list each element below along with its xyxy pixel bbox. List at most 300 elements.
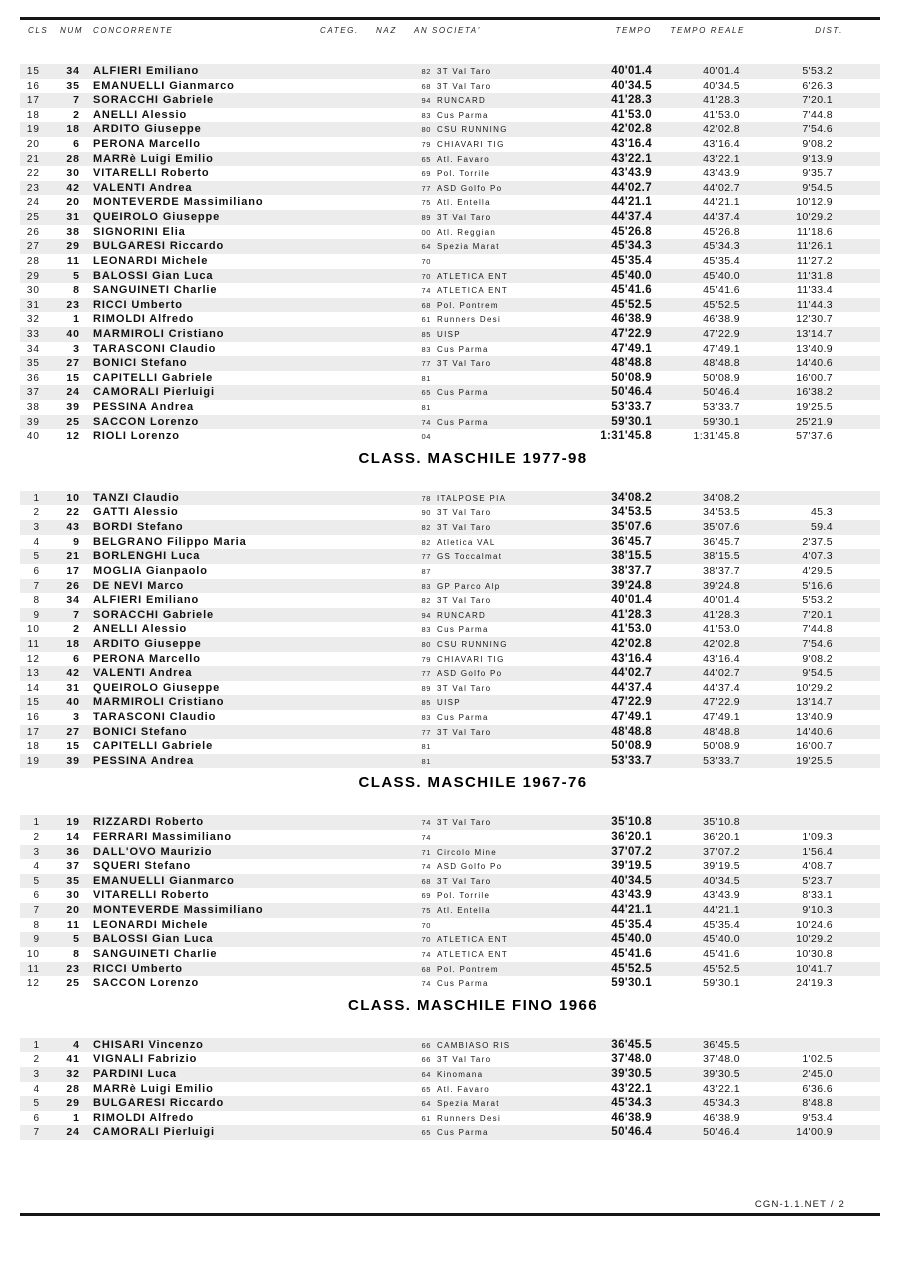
cell-cls: 12 bbox=[26, 978, 40, 990]
cell-dist: 9'08.2 bbox=[802, 138, 833, 151]
cell-dist: 10'30.8 bbox=[796, 947, 833, 960]
cell-cls: 18 bbox=[26, 109, 40, 121]
results-table bbox=[20, 1038, 880, 1140]
cell-cls: 39 bbox=[26, 416, 40, 428]
cell-name: CAPITELLI Gabriele bbox=[93, 740, 214, 753]
cell-tempo: 46'38.9 bbox=[611, 1111, 652, 1124]
cell-reale: 44'21.1 bbox=[703, 904, 740, 917]
cell-num: 40 bbox=[66, 327, 80, 340]
cell-cls: 7 bbox=[33, 1127, 40, 1139]
results-table bbox=[20, 815, 880, 990]
cell-tempo: 40'01.4 bbox=[611, 594, 652, 607]
cell-dist: 7'20.1 bbox=[802, 608, 833, 621]
table-row bbox=[20, 962, 880, 977]
cell-societa: Pol. Pontrem bbox=[437, 300, 499, 310]
cell-name: SACCON Lorenzo bbox=[93, 415, 200, 428]
cell-dist: 1'56.4 bbox=[802, 845, 833, 858]
cell-cls: 15 bbox=[26, 66, 40, 77]
cell-societa: ITALPOSE PIA bbox=[437, 493, 507, 503]
table-row bbox=[20, 549, 880, 564]
cell-cls: 28 bbox=[26, 255, 40, 267]
cell-cls: 16 bbox=[26, 80, 40, 92]
section-title: CLASS. MASCHILE 1967-76 bbox=[358, 774, 588, 792]
cell-name: ANELLI Alessio bbox=[93, 623, 188, 636]
table-row bbox=[20, 754, 880, 769]
cell-an: 68 bbox=[421, 300, 431, 310]
table-row bbox=[20, 535, 880, 550]
cell-an: 81 bbox=[421, 373, 431, 383]
cell-an: 85 bbox=[421, 329, 431, 339]
cell-reale: 48'48.8 bbox=[703, 725, 740, 738]
cell-societa: 3T Val Taro bbox=[437, 81, 492, 91]
table-row bbox=[20, 695, 880, 710]
cell-name: DALL'OVO Maurizio bbox=[93, 845, 213, 858]
table-row bbox=[20, 152, 880, 167]
cell-reale: 43'43.9 bbox=[703, 167, 740, 180]
cell-dist: 11'18.6 bbox=[796, 225, 833, 238]
table-row bbox=[20, 225, 880, 240]
cell-name: RICCI Umberto bbox=[93, 298, 183, 311]
cell-name: BORDI Stefano bbox=[93, 521, 184, 534]
cell-name: BULGARESI Riccardo bbox=[93, 1097, 225, 1110]
cell-tempo: 42'02.8 bbox=[611, 637, 652, 650]
cell-name: ARDITO Giuseppe bbox=[93, 123, 202, 136]
table-row bbox=[20, 327, 880, 342]
cell-tempo: 35'10.8 bbox=[611, 816, 652, 829]
cell-reale: 39'30.5 bbox=[703, 1067, 740, 1080]
table-row bbox=[20, 622, 880, 637]
table-row bbox=[20, 888, 880, 903]
cell-num: 17 bbox=[66, 564, 80, 577]
cell-reale: 39'19.5 bbox=[703, 860, 740, 873]
cell-name: MARRè Luigi Emilio bbox=[93, 152, 214, 165]
table-row bbox=[20, 1082, 880, 1097]
cell-reale: 36'45.7 bbox=[703, 535, 740, 548]
cell-dist: 19'25.5 bbox=[796, 401, 833, 414]
cell-num: 43 bbox=[66, 521, 80, 534]
table-row bbox=[20, 564, 880, 579]
table-row bbox=[20, 830, 880, 845]
cell-an: 74 bbox=[421, 979, 431, 989]
cell-societa: Pol. Torrile bbox=[437, 169, 491, 179]
cell-reale: 43'16.4 bbox=[703, 138, 740, 151]
cell-dist: 14'40.6 bbox=[796, 357, 833, 370]
cell-dist: 12'30.7 bbox=[796, 313, 833, 326]
cell-name: PESSINA Andrea bbox=[93, 754, 195, 767]
cell-an: 65 bbox=[421, 1084, 431, 1094]
cell-name: RIMOLDI Alfredo bbox=[93, 313, 195, 326]
cell-num: 27 bbox=[66, 725, 80, 738]
cell-dist: 16'00.7 bbox=[796, 371, 833, 384]
cell-tempo: 45'35.4 bbox=[611, 918, 652, 931]
cell-cls: 24 bbox=[26, 197, 40, 209]
cell-an: 64 bbox=[421, 1069, 431, 1079]
table-row bbox=[20, 122, 880, 137]
cell-dist: 10'29.2 bbox=[796, 211, 833, 224]
cell-reale: 35'10.8 bbox=[703, 816, 740, 829]
table-row bbox=[20, 637, 880, 652]
cell-tempo: 36'20.1 bbox=[611, 831, 652, 844]
cell-reale: 37'48.0 bbox=[703, 1053, 740, 1066]
table-row bbox=[20, 947, 880, 962]
cell-societa: ATLETICA ENT bbox=[437, 949, 509, 959]
cell-name: TARASCONI Claudio bbox=[93, 710, 217, 723]
cell-name: RIMOLDI Alfredo bbox=[93, 1111, 195, 1124]
table-row bbox=[20, 859, 880, 874]
cell-an: 81 bbox=[421, 756, 431, 766]
cell-num: 3 bbox=[73, 710, 80, 723]
cell-cls: 16 bbox=[26, 711, 40, 723]
table-row bbox=[20, 93, 880, 108]
cell-dist: 10'29.2 bbox=[796, 681, 833, 694]
cell-tempo: 41'53.0 bbox=[611, 108, 652, 121]
cell-an: 00 bbox=[421, 227, 431, 237]
cell-an: 04 bbox=[421, 432, 431, 442]
cell-tempo: 35'07.6 bbox=[611, 521, 652, 534]
cell-reale: 48'48.8 bbox=[703, 357, 740, 370]
table-row bbox=[20, 1125, 880, 1140]
cell-num: 42 bbox=[66, 667, 80, 680]
cell-cls: 8 bbox=[33, 595, 40, 607]
cell-an: 70 bbox=[421, 920, 431, 930]
table-row bbox=[20, 195, 880, 210]
cell-cls: 30 bbox=[26, 285, 40, 297]
cell-name: VALENTI Andrea bbox=[93, 667, 193, 680]
table-row bbox=[20, 385, 880, 400]
table-row bbox=[20, 608, 880, 623]
cell-tempo: 1:31'45.8 bbox=[600, 430, 652, 443]
cell-societa: Cus Parma bbox=[437, 417, 489, 427]
cell-name: MARMIROLI Cristiano bbox=[93, 696, 225, 709]
cell-societa: ASD Golfo Po bbox=[437, 669, 503, 679]
cell-reale: 45'41.6 bbox=[703, 284, 740, 297]
cell-an: 65 bbox=[421, 388, 431, 398]
cell-num: 28 bbox=[66, 152, 80, 165]
cell-dist: 10'24.6 bbox=[796, 918, 833, 931]
column-header-societa: SOCIETA' bbox=[432, 26, 481, 35]
cell-num: 25 bbox=[66, 415, 80, 428]
cell-tempo: 44'02.7 bbox=[611, 181, 652, 194]
cell-reale: 44'37.4 bbox=[703, 211, 740, 224]
cell-cls: 35 bbox=[26, 358, 40, 370]
cell-cls: 21 bbox=[26, 153, 40, 165]
cell-dist: 11'33.4 bbox=[796, 284, 833, 297]
table-row bbox=[20, 1111, 880, 1126]
cell-dist: 8'33.1 bbox=[802, 889, 833, 902]
cell-societa: Atl. Entella bbox=[437, 198, 491, 208]
cell-dist: 16'38.2 bbox=[796, 386, 833, 399]
cell-an: 65 bbox=[421, 1128, 431, 1138]
cell-tempo: 41'53.0 bbox=[611, 623, 652, 636]
cell-cls: 19 bbox=[26, 124, 40, 136]
cell-dist: 11'44.3 bbox=[796, 298, 833, 311]
table-row bbox=[20, 254, 880, 269]
cell-dist: 24'19.3 bbox=[796, 977, 833, 990]
cell-dist: 10'29.2 bbox=[796, 933, 833, 946]
cell-dist: 4'07.3 bbox=[802, 550, 833, 563]
cell-cls: 10 bbox=[26, 948, 40, 960]
cell-societa: 3T Val Taro bbox=[437, 508, 492, 518]
cell-name: EMANUELLI Gianmarco bbox=[93, 79, 235, 92]
cell-dist: 13'14.7 bbox=[796, 327, 833, 340]
cell-num: 34 bbox=[66, 594, 80, 607]
cell-num: 42 bbox=[66, 181, 80, 194]
cell-cls: 3 bbox=[33, 1068, 40, 1080]
cell-an: 77 bbox=[421, 727, 431, 737]
cell-societa: Runners Desi bbox=[437, 315, 502, 325]
table-row bbox=[20, 918, 880, 933]
cell-cls: 5 bbox=[33, 1098, 40, 1110]
cell-tempo: 53'33.7 bbox=[611, 754, 652, 767]
cell-an: 61 bbox=[421, 315, 431, 325]
cell-societa: 3T Val Taro bbox=[437, 727, 492, 737]
cell-societa: GP Parco Alp bbox=[437, 581, 501, 591]
cell-name: SACCON Lorenzo bbox=[93, 977, 200, 990]
table-row bbox=[20, 239, 880, 254]
cell-societa: RUNCARD bbox=[437, 96, 487, 106]
cell-societa: Cus Parma bbox=[437, 625, 489, 635]
cell-dist: 9'08.2 bbox=[802, 652, 833, 665]
cell-reale: 50'08.9 bbox=[703, 740, 740, 753]
cell-cls: 18 bbox=[26, 741, 40, 753]
cell-societa: CSU RUNNING bbox=[437, 125, 508, 135]
table-row bbox=[20, 312, 880, 327]
column-header-tempo-reale: TEMPO REALE bbox=[670, 26, 745, 35]
cell-num: 39 bbox=[66, 754, 80, 767]
table-row bbox=[20, 269, 880, 284]
cell-cls: 17 bbox=[26, 726, 40, 738]
cell-num: 36 bbox=[66, 845, 80, 858]
table-row bbox=[20, 429, 880, 444]
cell-cls: 31 bbox=[26, 299, 40, 311]
cell-societa: Cus Parma bbox=[437, 979, 489, 989]
cell-name: SANGUINETI Charlie bbox=[93, 284, 218, 297]
cell-societa: Atl. Entella bbox=[437, 906, 491, 916]
cell-an: 77 bbox=[421, 183, 431, 193]
cell-num: 2 bbox=[73, 108, 80, 121]
cell-tempo: 36'45.7 bbox=[611, 535, 652, 548]
cell-reale: 40'34.5 bbox=[703, 79, 740, 92]
cell-cls: 8 bbox=[33, 919, 40, 931]
cell-societa: Pol. Pontrem bbox=[437, 964, 499, 974]
cell-societa: 3T Val Taro bbox=[437, 683, 492, 693]
cell-cls: 10 bbox=[26, 624, 40, 636]
cell-dist: 14'00.9 bbox=[796, 1126, 833, 1139]
cell-reale: 37'07.2 bbox=[703, 845, 740, 858]
cell-num: 26 bbox=[66, 579, 80, 592]
cell-name: BULGARESI Riccardo bbox=[93, 240, 225, 253]
cell-cls: 32 bbox=[26, 314, 40, 326]
cell-cls: 6 bbox=[33, 565, 40, 577]
cell-societa: CHIAVARI TIG bbox=[437, 654, 505, 664]
section-title: CLASS. MASCHILE 1977-98 bbox=[358, 449, 588, 467]
table-row bbox=[20, 415, 880, 430]
cell-name: FERRARI Massimiliano bbox=[93, 831, 233, 844]
cell-societa: Cus Parma bbox=[437, 388, 489, 398]
cell-an: 78 bbox=[421, 493, 431, 503]
cell-name: MOGLIA Gianpaolo bbox=[93, 564, 208, 577]
cell-name: TARASCONI Claudio bbox=[93, 342, 217, 355]
cell-societa: ATLETICA ENT bbox=[437, 271, 509, 281]
cell-name: ARDITO Giuseppe bbox=[93, 637, 202, 650]
cell-tempo: 45'34.3 bbox=[611, 1097, 652, 1110]
cell-cls: 13 bbox=[26, 668, 40, 680]
cell-name: QUEIROLO Giuseppe bbox=[93, 681, 221, 694]
column-header-categ: CATEG. bbox=[320, 26, 359, 35]
cell-tempo: 48'48.8 bbox=[611, 725, 652, 738]
cell-dist: 11'27.2 bbox=[796, 254, 833, 267]
cell-societa: Kinomana bbox=[437, 1069, 484, 1079]
cell-dist: 7'20.1 bbox=[802, 94, 833, 107]
cell-num: 12 bbox=[66, 430, 80, 443]
cell-societa: Spezia Marat bbox=[437, 1099, 500, 1109]
cell-cls: 2 bbox=[33, 1054, 40, 1066]
cell-reale: 59'30.1 bbox=[703, 415, 740, 428]
cell-reale: 44'02.7 bbox=[703, 181, 740, 194]
cell-societa: 3T Val Taro bbox=[437, 1055, 492, 1065]
cell-tempo: 41'28.3 bbox=[611, 608, 652, 621]
cell-reale: 45'35.4 bbox=[703, 918, 740, 931]
cell-num: 35 bbox=[66, 874, 80, 887]
cell-societa: 3T Val Taro bbox=[437, 213, 492, 223]
table-row bbox=[20, 371, 880, 386]
cell-name: ALFIERI Emiliano bbox=[93, 65, 200, 77]
cell-name: DE NEVI Marco bbox=[93, 579, 185, 592]
cell-num: 11 bbox=[66, 918, 80, 931]
cell-dist: 6'26.3 bbox=[802, 79, 833, 92]
cell-name: SIGNORINI Elia bbox=[93, 225, 186, 238]
cell-reale: 44'37.4 bbox=[703, 681, 740, 694]
cell-num: 34 bbox=[66, 65, 80, 77]
cell-num: 20 bbox=[66, 904, 80, 917]
cell-reale: 46'38.9 bbox=[703, 1111, 740, 1124]
cell-societa: 3T Val Taro bbox=[437, 359, 492, 369]
cell-cls: 7 bbox=[33, 905, 40, 917]
cell-num: 18 bbox=[66, 637, 80, 650]
cell-cls: 11 bbox=[27, 638, 40, 650]
cell-num: 29 bbox=[66, 1097, 80, 1110]
cell-an: 71 bbox=[421, 847, 431, 857]
column-header-num: NUM bbox=[60, 26, 84, 35]
table-row bbox=[20, 64, 880, 79]
cell-an: 81 bbox=[421, 403, 431, 413]
cell-reale: 43'22.1 bbox=[703, 152, 740, 165]
cell-societa: 3T Val Taro bbox=[437, 818, 492, 828]
cell-societa: Spezia Marat bbox=[437, 242, 500, 252]
cell-reale: 44'21.1 bbox=[703, 196, 740, 209]
cell-dist: 1'02.5 bbox=[802, 1053, 833, 1066]
cell-societa: ATLETICA ENT bbox=[437, 286, 509, 296]
cell-dist: 9'35.7 bbox=[802, 167, 833, 180]
cell-cls: 22 bbox=[26, 168, 40, 180]
cell-dist: 9'10.3 bbox=[802, 904, 833, 917]
cell-an: 89 bbox=[421, 683, 431, 693]
cell-cls: 5 bbox=[33, 551, 40, 563]
column-header-an: AN bbox=[414, 26, 429, 35]
cell-reale: 39'24.8 bbox=[703, 579, 740, 592]
cell-dist: 9'54.5 bbox=[802, 181, 833, 194]
cell-reale: 44'02.7 bbox=[703, 667, 740, 680]
cell-an: 81 bbox=[421, 742, 431, 752]
cell-name: BONICI Stefano bbox=[93, 357, 188, 370]
cell-an: 79 bbox=[421, 140, 431, 150]
cell-dist: 13'40.9 bbox=[796, 342, 833, 355]
cell-reale: 59'30.1 bbox=[703, 977, 740, 990]
cell-tempo: 39'30.5 bbox=[611, 1067, 652, 1080]
table-row bbox=[20, 137, 880, 152]
cell-an: 94 bbox=[421, 610, 431, 620]
cell-tempo: 44'37.4 bbox=[611, 211, 652, 224]
cell-reale: 47'49.1 bbox=[703, 342, 740, 355]
cell-dist: 5'23.7 bbox=[802, 874, 833, 887]
column-header-row bbox=[0, 26, 900, 38]
table-row bbox=[20, 903, 880, 918]
cell-tempo: 43'16.4 bbox=[611, 652, 652, 665]
cell-tempo: 39'24.8 bbox=[611, 579, 652, 592]
table-row bbox=[20, 652, 880, 667]
cell-an: 77 bbox=[421, 359, 431, 369]
cell-num: 9 bbox=[73, 535, 80, 548]
cell-tempo: 44'37.4 bbox=[611, 681, 652, 694]
cell-societa: Cus Parma bbox=[437, 712, 489, 722]
cell-reale: 45'40.0 bbox=[703, 269, 740, 282]
cell-tempo: 48'48.8 bbox=[611, 357, 652, 370]
cell-an: 70 bbox=[421, 935, 431, 945]
cell-dist: 6'36.6 bbox=[802, 1082, 833, 1095]
cell-tempo: 50'46.4 bbox=[611, 1126, 652, 1139]
cell-tempo: 40'34.5 bbox=[611, 79, 652, 92]
cell-an: 89 bbox=[421, 213, 431, 223]
cell-tempo: 38'15.5 bbox=[611, 550, 652, 563]
table-row bbox=[20, 283, 880, 298]
cell-name: CAMORALI Pierluigi bbox=[93, 1126, 215, 1139]
cell-cls: 1 bbox=[33, 492, 40, 504]
cell-dist: 7'54.6 bbox=[802, 637, 833, 650]
cell-societa: Atl. Reggian bbox=[437, 227, 497, 237]
table-row bbox=[20, 520, 880, 535]
cell-an: 82 bbox=[421, 596, 431, 606]
cell-num: 37 bbox=[66, 860, 80, 873]
cell-num: 23 bbox=[66, 962, 80, 975]
cell-reale: 43'43.9 bbox=[703, 889, 740, 902]
cell-name: VIGNALI Fabrizio bbox=[93, 1053, 198, 1066]
cell-num: 14 bbox=[66, 831, 80, 844]
cell-reale: 53'33.7 bbox=[703, 401, 740, 414]
cell-num: 27 bbox=[66, 357, 80, 370]
cell-num: 35 bbox=[66, 79, 80, 92]
cell-tempo: 53'33.7 bbox=[611, 401, 652, 414]
cell-dist: 5'16.6 bbox=[802, 579, 833, 592]
cell-reale: 35'07.6 bbox=[703, 521, 740, 534]
cell-dist: 8'48.8 bbox=[802, 1097, 833, 1110]
table-row bbox=[20, 739, 880, 754]
table-row bbox=[20, 1067, 880, 1082]
header-rule bbox=[20, 17, 880, 20]
cell-num: 31 bbox=[66, 211, 80, 224]
cell-name: ANELLI Alessio bbox=[93, 108, 188, 121]
cell-tempo: 38'37.7 bbox=[611, 564, 652, 577]
cell-an: 80 bbox=[421, 125, 431, 135]
column-header-concorrente: CONCORRENTE bbox=[93, 26, 174, 35]
cell-cls: 40 bbox=[26, 431, 40, 443]
cell-num: 5 bbox=[73, 269, 80, 282]
cell-dist: 13'14.7 bbox=[796, 696, 833, 709]
cell-name: SQUERI Stefano bbox=[93, 860, 192, 873]
cell-reale: 47'49.1 bbox=[703, 710, 740, 723]
cell-cls: 3 bbox=[33, 846, 40, 858]
cell-reale: 41'28.3 bbox=[703, 608, 740, 621]
cell-num: 19 bbox=[66, 816, 80, 829]
